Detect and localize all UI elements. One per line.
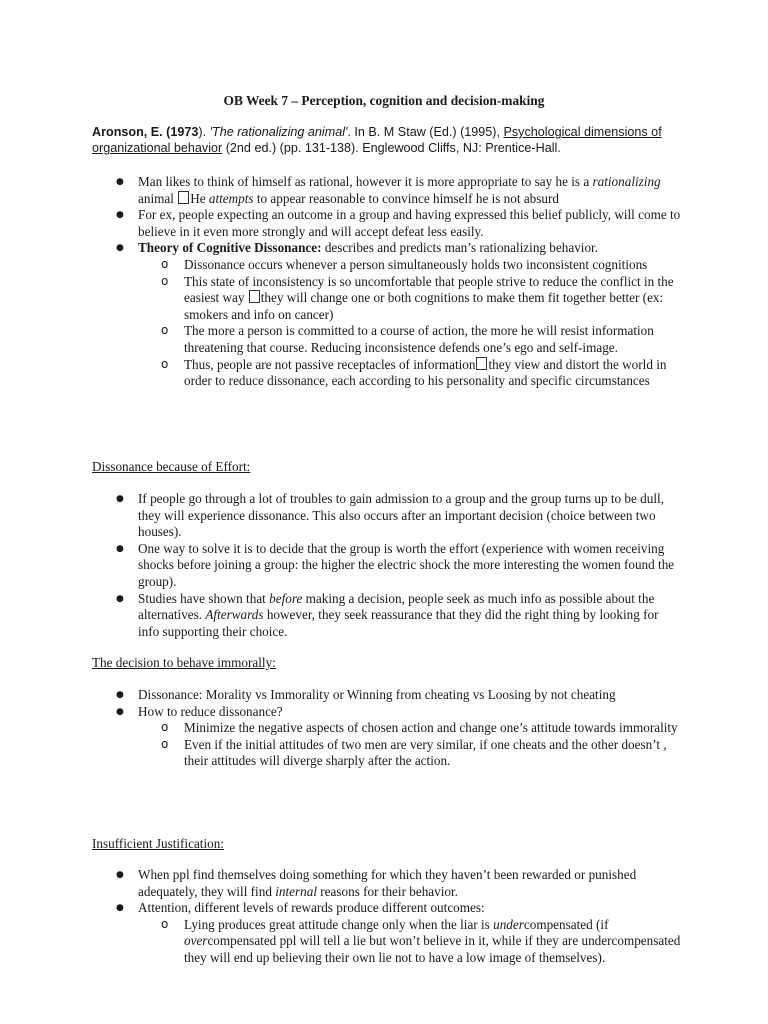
- list-item: ● Man likes to think of himself as rational, however it is more appropriate to say he is a rationalizing animal He attempts to appear reasonable to convince himself he is not absurd: [138, 174, 683, 207]
- list-item: ● Dissonance: Morality vs Immorality or Winning from cheating vs Loosing by not cheating: [138, 687, 683, 704]
- sublist-item: o This state of inconsistency is so uncomfortable that people strive to reduce the conflict in the easiest way they will change one or both cognitions to make them fit together better (ex: smokers and info on cancer): [184, 274, 683, 324]
- list-item: ● Studies have shown that before making a decision, people seek as much info as possible about the alternatives. Afterwards however, they seek reassurance that they did the right thing by looking for info supporting their choice.: [138, 591, 683, 641]
- list-item: ● For ex, people expecting an outcome in a group and having expressed this belief publicly, will come to believe in it even more strongly and will accept defeat less easily.: [138, 207, 683, 240]
- missing-glyph-icon: [178, 191, 189, 204]
- list-item: ● If people go through a lot of troubles to gain admission to a group and the group turns up to be dull, they will experience dissonance. This also occurs after an important decision (choice between two houses).: [138, 491, 683, 541]
- sublist-item: o Lying produces great attitude change only when the liar is undercompensated (if overcompensated ppl will tell a lie but won’t believe in it, while if they are undercompensated they will end up believing their own lie not to have a low image of themselves).: [184, 917, 683, 967]
- missing-glyph-icon: [249, 290, 260, 303]
- section4-list: [138, 867, 683, 967]
- sublist-item: o Thus, people are not passive receptacles of information they view and distort the world in order to reduce dissonance, each according to his personality and specific circumstances: [184, 357, 683, 390]
- sublist-item: o Even if the initial attitudes of two men are very similar, if one cheats and the other doesn’t , their attitudes will diverge sharply after the action.: [184, 737, 683, 770]
- sublist: [138, 917, 683, 967]
- citation-mid: . In B. M Staw (Ed.) (1995),: [347, 125, 504, 139]
- section2-list: [138, 491, 683, 640]
- citation-author: Aronson, E. (1973: [92, 125, 199, 139]
- list-item: ● How to reduce dissonance? o Minimize the negative aspects of chosen action and change one’s attitude towards immorality o Even if the initial attitudes of two men are very similar, if one cheats and the other doesn’t , their attitudes will diverge sharply after the action.: [138, 704, 683, 770]
- section-heading-immorally: The decision to behave immorally:: [92, 655, 276, 670]
- citation-book-title: Psychological dimensions of organizational behavior: [92, 125, 662, 155]
- section1-list: [138, 174, 683, 390]
- page-title: OB Week 7 – Perception, cognition and decision-making: [223, 93, 545, 108]
- sublist-item: o The more a person is committed to a course of action, the more he will resist information threatening that course. Reducing inconsistence defends one’s ego and self-image.: [184, 323, 683, 356]
- list-item: ● Attention, different levels of rewards produce different outcomes: o Lying produces great attitude change only when the liar is undercompensated (if overcompensated ppl will tell a lie but won’t believe in it, while if they are undercompensated they will end up believing their own lie not to have a low image of themselves).: [138, 900, 683, 966]
- sublist: [138, 257, 683, 390]
- sublist: [138, 720, 683, 770]
- section-heading-justification: Insufficient Justification:: [92, 836, 224, 851]
- list-item: ● Theory of Cognitive Dissonance: describes and predicts man’s rationalizing behavior. o Dissonance occurs whenever a person simultaneously holds two inconsistent cognitions o This state of inconsistency is so uncomfortable that people strive to reduce the conflict in the easiest way they will change one or both cognitions to make them fit together better (ex: smokers and info on cancer) o The more a person is committed to a course of action, the more he will resist information threatening that course. Reducing inconsistence defends one’s ego and self-image. o Thus, people are not passive receptacles of information they view and distort the world in order to reduce dissonance, each according to his personality and specific circumstances: [138, 240, 683, 389]
- citation-article-title: 'The rationalizing animal': [209, 125, 348, 139]
- sublist-item: o Dissonance occurs whenever a person simultaneously holds two inconsistent cognitions: [184, 257, 683, 274]
- section-heading-effort: Dissonance because of Effort:: [92, 459, 251, 474]
- sublist-item: o Minimize the negative aspects of chosen action and change one’s attitude towards immorality: [184, 720, 683, 737]
- missing-glyph-icon: [476, 357, 487, 370]
- citation-paren: ).: [198, 125, 207, 139]
- reference-citation: [92, 124, 682, 156]
- section3-list: [138, 687, 683, 770]
- citation-rest: (2nd ed.) (pp. 131-138). Englewood Cliffs, NJ: Prentice-Hall.: [222, 141, 561, 155]
- list-item: ● One way to solve it is to decide that the group is worth the effort (experience with women receiving shocks before joining a group: the higher the electric shock the more interesting the women found the group).: [138, 541, 683, 591]
- list-item: ● When ppl find themselves doing something for which they haven’t been rewarded or punished adequately, they will find internal reasons for their behavior.: [138, 867, 683, 900]
